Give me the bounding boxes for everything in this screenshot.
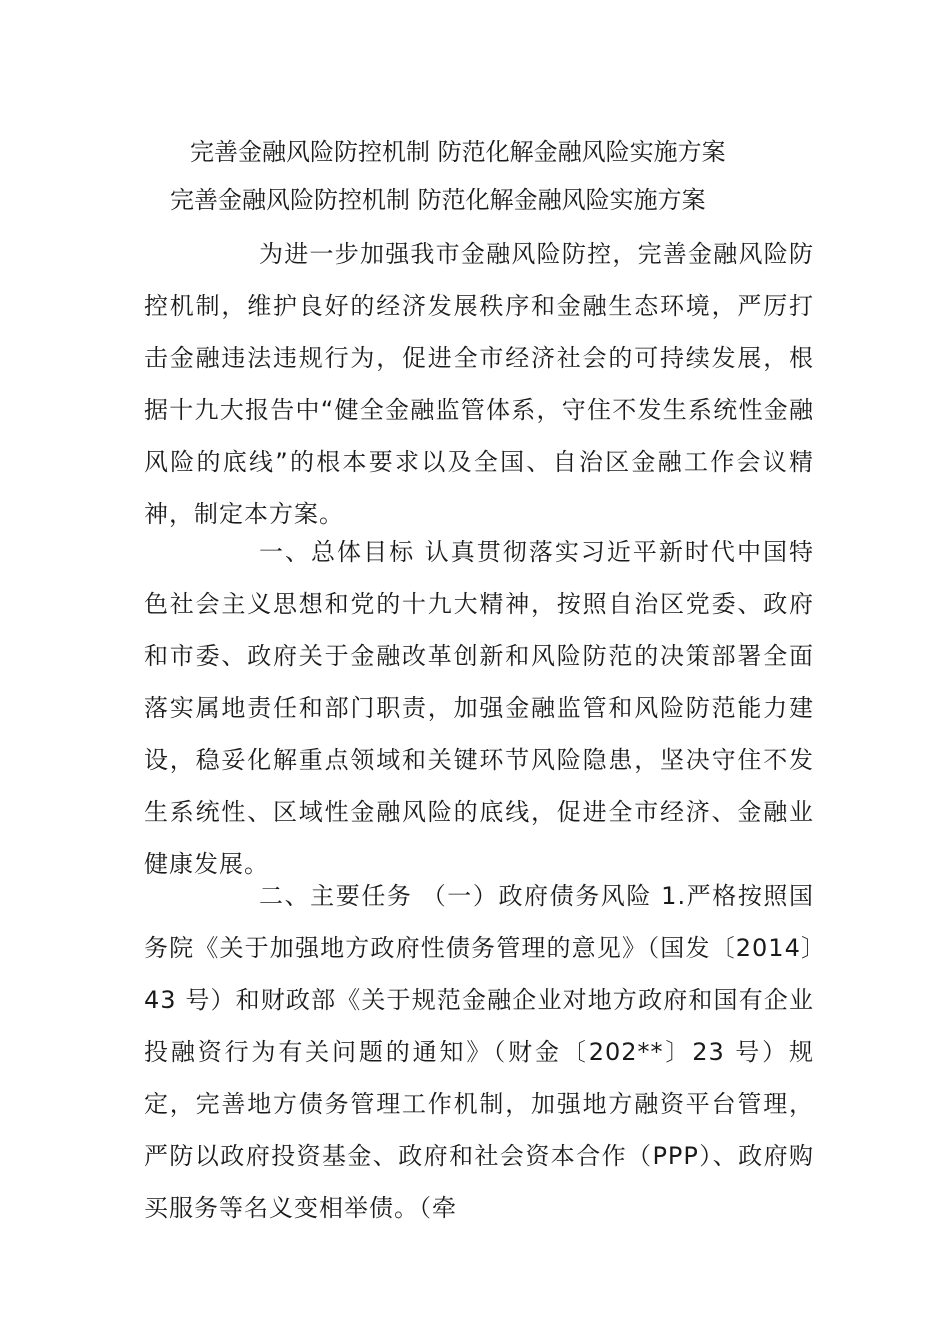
document-subtitle: 完善金融风险防控机制 防范化解金融风险实施方案 — [170, 186, 706, 214]
paragraph-main-tasks: 二、主要任务 （一）政府债务风险 1.严格按照国务院《关于加强地方政府性债务管理的意见》（国发〔2014〕43 号）和财政部《关于规范金融企业对地方政府和国有企业投融资行为有关问题的通知》（财金〔202**〕23 号）规定，完善地方债务管理工作机制，加强地方融资平台管理，严防以政府投资基金、政府和社会资本合作（PPP）、政府购买服务等名义变相举债。（牵 — [144, 882, 814, 1222]
paragraph-overall-goal: 一、总体目标 认真贯彻落实习近平新时代中国特色社会主义思想和党的十九大精神，按照自治区党委、政府和市委、政府关于金融改革创新和风险防范的决策部署全面落实属地责任和部门职责，加强金融监管和风险防范能力建设，稳妥化解重点领域和关键环节风险隐患，坚决守住不发生系统性、区域性金融风险的底线，促进全市经济、金融业健康发展。 — [144, 538, 814, 878]
document-title: 完善金融风险防控机制 防范化解金融风险实施方案 — [190, 138, 726, 166]
paragraph-intro: 为进一步加强我市金融风险防控，完善金融风险防控机制，维护良好的经济发展秩序和金融生态环境，严厉打击金融违法违规行为，促进全市经济社会的可持续发展，根据十九大报告中“健全金融监管体系，守住不发生系统性金融风险的底线”的根本要求以及全国、自治区金融工作会议精神，制定本方案。 — [144, 240, 814, 528]
